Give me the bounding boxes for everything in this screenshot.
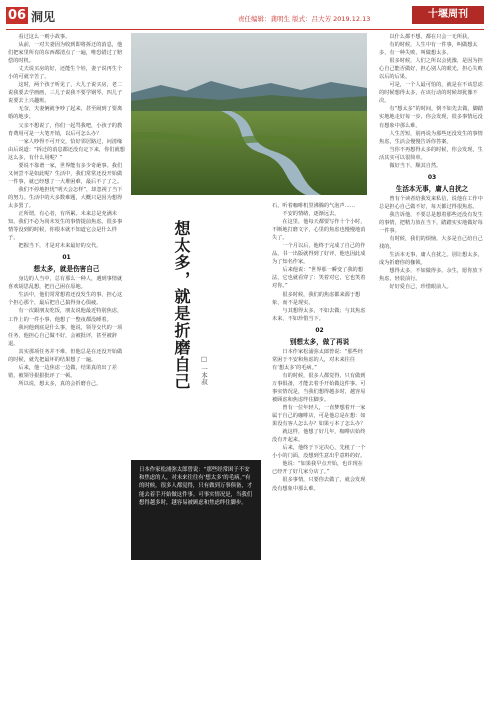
section-heading-03: 生活本无事，庸人自扰之 — [395, 184, 469, 193]
section-number-03: 03 — [427, 173, 437, 181]
paragraph: 不安的情绪，逐渐远去。 — [282, 211, 340, 218]
paragraph: 人生苦短，别再说为那些还没发生的事情焦虑，生活会慢慢告诉你答案。 — [379, 130, 483, 145]
pull-quote-text: 日本作家松浦弥太郎曾说：“那些经常困于不安和焦虑的人，对未来往往有‘想太多’的毛病。”有的时候，很多人都觉得，只有做到万事俱备，才能去着手开始做这件事。可事实情况是，当我们想得越多时，越容易被顾虑和焦虑绊住脚步。 — [139, 467, 253, 506]
column-1-paragraphs — [8, 33, 125, 250]
paragraph: 当你不再想得太多的时候，你会发现，生活其实可以很简单。 — [379, 146, 483, 161]
paragraph: 看过这么一则小故事。 — [18, 34, 71, 40]
paragraph: 有的时候，很多人都觉得，只有做到万事俱备，才能去着手开始做这件事。可事实情况是，当我们想得越多时，越容易被顾虑和焦虑绊住脚步。 — [272, 372, 366, 403]
paragraph: 有“想太多”的时间，倒不如先去做，脚踏实地地走好每一步，你会发现，很多事情远没有想象中那么难。 — [379, 106, 483, 129]
paragraph: 就这样，他想了好几年，咖啡店始终没有开起来。 — [272, 429, 366, 444]
paragraph: 要说不靠谱一家，世界能有多少奇葩事。我们又何尝不是如此呢？生活中，我们常常还没开始做一件事，就已经想了一大堆困难，最后不了了之。 — [8, 162, 123, 185]
paragraph: 一家人吵得不可开交，恰好邻居路过，问清缘由后说道：“拆迁的消息都还没有定下来，你们就想这么多，有什么用呢？” — [8, 138, 125, 161]
paragraph: 从前，一对夫妻因为收到即将拆迁的消息，他们把家里所有的东西都清点了一遍，唯恐错过了赔偿的时机。 — [8, 42, 123, 65]
page-number: 06 — [7, 8, 27, 23]
paragraph: 曾有一位年轻人，一直梦想着开一家属于自己的咖啡店，可是他总是在想：如果没有客人怎么办？如果亏本了怎么办？ — [272, 405, 366, 428]
section-heading-01: 想太多，就是伤害自己 — [33, 265, 100, 274]
paragraph: 与其想得太多，不如去做；与其焦虑未来，不如珍惜当下。 — [272, 307, 366, 322]
paragraph: 可是，一个人最可怕的，就是在不该思虑的时候想得太多，在该行动的时候却犹豫不决。 — [379, 82, 483, 105]
paragraph: 日本作家松浦弥太郎曾说：“那些经常困于不安和焦虑的人，对未来往往有‘想太多’的毛病。” — [272, 348, 363, 371]
paragraph: 我告诉他，不要总是想着那些还没有发生的事情，把精力放在当下，踏踏实实地做好每一件事。 — [379, 211, 483, 234]
paragraph: 把握当下，才是对未来最好的交代。 — [18, 243, 102, 250]
paragraph: 我们不停地担忧“明天会怎样”，却忽视了当下的努力。生活中的大多数难题，大概只是因为想得太多罢了。 — [8, 186, 123, 209]
column-1b-paragraphs — [8, 275, 125, 388]
paragraph: 一个月以后，他终于完成了自己的作品，书一出版就得到了好评，他也因此成为了知名作家。 — [272, 243, 366, 266]
landscape-illustration — [131, 33, 367, 195]
section-number-01: 01 — [62, 254, 71, 262]
paragraph: 后来，他一边焦虑一边做，结果真的出了差错，被领导狠狠批评了一顿。 — [8, 364, 117, 379]
newspaper-brand: 十堰周刊 — [412, 6, 484, 24]
paragraph: 曾有个读者给我发来私信，说他在工作中总是担心自己做不好，每天都过得很焦虑。 — [379, 195, 483, 210]
paragraph: 有时候，我们的烦恼，大多是自己给自己找的。 — [379, 236, 483, 251]
paragraph: 我问他到底是什么事，他说，领导交代的一项任务，他担心自己做不好，会被批评，甚至被辞退。 — [8, 324, 123, 347]
page-header — [0, 0, 490, 30]
article-column-4 — [379, 33, 485, 697]
paragraph: 在这里，他每天都要写作十个小时，不断地打磨文字，心里的焦虑也慢慢地消失了。 — [272, 219, 366, 242]
landscape-photo — [131, 33, 367, 195]
column-4-paragraphs — [379, 33, 485, 170]
section-heading-02: 别想太多，做了再说 — [289, 337, 350, 346]
paragraph: 很多事情，只要你去做了，就会发现没有想象中那么难。 — [272, 477, 366, 492]
paragraph: 所以说，想太多，真的会折磨自己。 — [18, 380, 102, 387]
header-rule — [6, 29, 484, 30]
paragraph: 后来他说：“世界那一瞬变了我的想法，它也就看穿了：笑着对它，它也笑着对你。” — [272, 267, 366, 290]
paragraph: 这时，两个孩子听见了，大儿子说买房，老二说我要去学画画，三儿子说我不要学钢琴，四儿子说要去上兴趣班。 — [8, 82, 123, 105]
paragraph: 丈夫说买房的好，还能生个娃，妻子说再生个小的可就辛苦了。 — [8, 66, 123, 81]
paragraph: 无奈，夫妻俩就争吵了起来，甚至闹到了要离婚的地步。 — [8, 106, 123, 121]
paragraph: 想得太多，不如做得多。余生，愿你放下焦虑，轻装前行。 — [379, 268, 483, 283]
article-author: □ 一本叔 — [200, 355, 208, 385]
article-column-1 — [8, 33, 125, 697]
paragraph: 很多时候，人们之所以会犹豫，是因为担心自己能否做好，担心别人的眼光，担心失败以后的后果。 — [379, 58, 483, 81]
column-3-intro: 石，听着咖啡机里沸腾的气泡声…… — [272, 203, 356, 209]
paragraph: 其实那项任务并不难，但他总是在还没开始做的时候，就先把最坏的结果想了一遍。 — [8, 348, 123, 363]
column-4b-paragraphs — [379, 195, 485, 292]
paragraph: 生活中，他们常常想着还没发生的事，担心这个担心那个，最后把自己搞得身心俱疲。 — [8, 292, 123, 307]
editor-credits: 责任编辑：龚明生 版式：吕大芳 2019.12.13 — [238, 15, 371, 23]
paragraph: 后来，他终于下定决心，先租了一个小小的门面，没想到生意出乎意料的好。 — [272, 445, 366, 460]
column-3b-paragraphs — [272, 348, 367, 493]
paragraph: 以什么都不想，都在只会一无所获。 — [389, 34, 473, 40]
article-title — [172, 220, 191, 390]
paragraph: 父亲不想说了，你们一起骂我吧，小孩子的教育费用可是一大笔开销，以后可怎么办？ — [8, 122, 123, 137]
paragraph: 有一次跟朋友吃饭，朋友说他最近特别焦虑，工作上的一件小事，他想了一整夜都没睡着。 — [8, 308, 123, 323]
paragraph: 很多时候，我们的焦虑都来源于想象，而不是现实。 — [272, 291, 361, 306]
section-name: 洞见 — [31, 10, 56, 24]
paragraph: 生活本无事，庸人自扰之。别让想太多，成为折磨你的枷锁。 — [379, 252, 483, 267]
article-column-3 — [272, 202, 367, 697]
paragraph: 他说：“如果我早点开始，也许现在已经开了好几家分店了。” — [272, 461, 363, 476]
section-number-02: 02 — [315, 326, 324, 334]
paragraph: 有的时候，人生中有一件事，叫做想太多，有一种失败，叫做想太多。 — [379, 42, 478, 57]
column-3-paragraphs — [272, 210, 367, 323]
title-line-1: 想太多， — [172, 220, 191, 288]
title-line-2: 就是折磨自己 — [172, 288, 191, 390]
paragraph: 好好爱自己，珍惜眼前人。 — [389, 284, 452, 291]
pull-quote — [131, 460, 261, 560]
paragraph: 身边的人当中，总有那么一种人，遇到事情就喜欢胡思乱想，把自己困在原地。 — [8, 276, 123, 291]
paragraph: 正所谓，有心者，有所累。未来总是充满未知，我们不必为尚未发生的事情提前焦虑。很多事情等没到的时候，你根本就不知道它会是什么样子。 — [8, 211, 123, 242]
paragraph: 做好当下，顺其自然。 — [389, 162, 442, 169]
